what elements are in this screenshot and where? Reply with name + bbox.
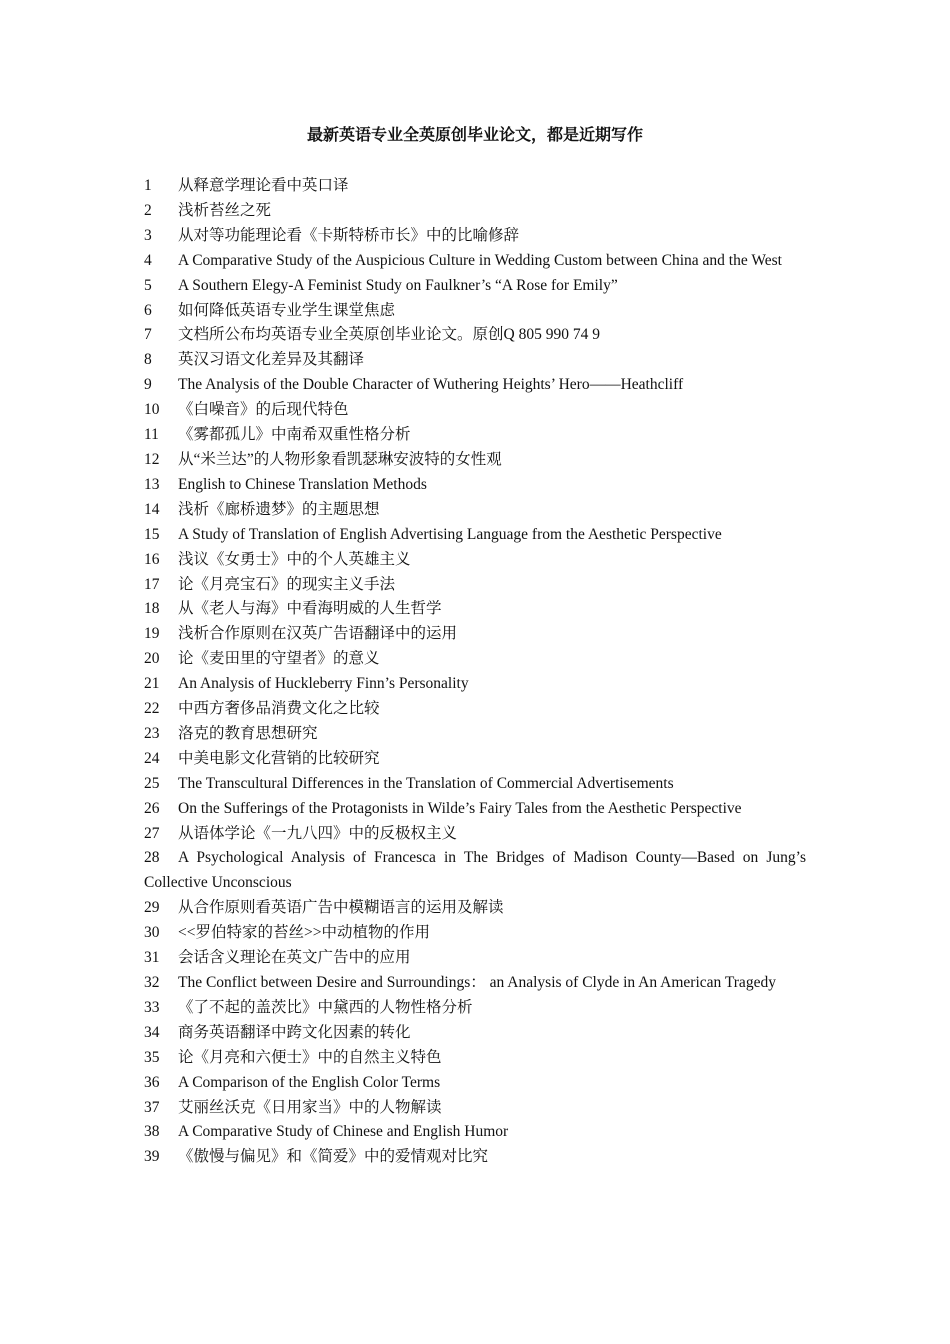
item-number: 14 xyxy=(144,500,160,518)
list-item xyxy=(144,846,806,896)
item-number: 10 xyxy=(144,401,160,419)
item-title: On the Sufferings of the Protagonists in Wilde’s Fairy Tales from the Aesthetic Perspective xyxy=(178,799,742,817)
item-number: 36 xyxy=(144,1073,160,1091)
item-number: 19 xyxy=(144,625,160,643)
list-item xyxy=(144,1120,806,1145)
list-item xyxy=(144,747,806,772)
item-title: 中美电影文化营销的比较研究 xyxy=(178,749,380,767)
item-number: 1 xyxy=(144,177,152,194)
list-item xyxy=(144,373,806,398)
list-item xyxy=(144,797,806,822)
item-number: 25 xyxy=(144,774,160,792)
item-number: 30 xyxy=(144,924,160,942)
item-title: 浅析苔丝之死 xyxy=(178,201,272,219)
item-title: <<罗伯特家的苔丝>>中动植物的作用 xyxy=(178,924,430,942)
list-item xyxy=(144,647,806,672)
item-title: 中西方奢侈品消费文化之比较 xyxy=(178,700,380,718)
item-number: 22 xyxy=(144,700,160,718)
list-item xyxy=(144,722,806,747)
item-title: A Comparative Study of Chinese and English Humor xyxy=(178,1123,509,1141)
item-title: 《雾都孤儿》中南希双重性格分析 xyxy=(178,426,411,444)
item-number: 5 xyxy=(144,276,152,294)
item-title: The Transcultural Differences in the Translation of Commercial Advertisements xyxy=(178,774,674,792)
item-number: 33 xyxy=(144,998,160,1016)
item-number: 15 xyxy=(144,525,160,543)
item-number: 35 xyxy=(144,1048,160,1066)
item-title: 《白噪音》的后现代特色 xyxy=(178,401,349,419)
item-title: 从合作原则看英语广告中模糊语言的运用及解读 xyxy=(178,899,504,917)
list-item xyxy=(144,423,806,448)
item-title: 《了不起的盖茨比》中黛西的人物性格分析 xyxy=(178,998,473,1016)
list-item xyxy=(144,573,806,598)
item-title: 从对等功能理论看《卡斯特桥市长》中的比喻修辞 xyxy=(178,226,520,244)
list-item xyxy=(144,398,806,423)
list-item xyxy=(144,473,806,498)
item-number: 2 xyxy=(144,201,152,219)
item-number: 7 xyxy=(144,326,152,344)
item-number: 6 xyxy=(144,301,152,319)
item-number: 3 xyxy=(144,226,152,244)
item-title: 从“米兰达”的人物形象看凯瑟琳安波特的女性观 xyxy=(178,450,502,468)
item-title: 英汉习语文化差异及其翻译 xyxy=(178,351,365,369)
item-title: 论《月亮和六便士》中的自然主义特色 xyxy=(178,1048,442,1066)
item-title: A Study of Translation of English Advertising Language from the Aesthetic Perspective xyxy=(178,525,722,543)
item-title: 从释意学理论看中英口译 xyxy=(178,177,349,194)
item-title: 论《麦田里的守望者》的意义 xyxy=(178,650,380,668)
list-item xyxy=(144,896,806,921)
list-item xyxy=(144,323,806,348)
list-item xyxy=(144,548,806,573)
list-item xyxy=(144,921,806,946)
item-number: 29 xyxy=(144,899,160,917)
item-title: English to Chinese Translation Methods xyxy=(178,475,427,493)
list-item xyxy=(144,672,806,697)
item-title: 如何降低英语专业学生课堂焦虑 xyxy=(178,301,396,319)
list-item xyxy=(144,199,806,224)
list-item xyxy=(144,498,806,523)
item-title: The Analysis of the Double Character of Wuthering Heights’ Hero——Heathcliff xyxy=(178,376,684,394)
item-title: A Comparative Study of the Auspicious Culture in Wedding Custom between China and the West xyxy=(178,251,782,269)
item-title: 《傲慢与偏见》和《简爱》中的爱情观对比究 xyxy=(178,1148,489,1166)
list-item xyxy=(144,1021,806,1046)
item-number: 17 xyxy=(144,575,160,593)
item-number: 32 xyxy=(144,974,160,991)
item-number: 4 xyxy=(144,251,152,269)
item-number: 38 xyxy=(144,1123,160,1141)
list-item xyxy=(144,1145,806,1170)
item-number: 13 xyxy=(144,475,160,493)
item-number: 37 xyxy=(144,1098,160,1116)
item-title: 文档所公布均英语专业全英原创毕业论文。原创Q 805 990 74 9 xyxy=(178,326,600,344)
item-title: The Conflict between Desire and Surroundings： an Analysis of Clyde in An American Tragedy xyxy=(178,974,776,991)
item-title: 论《月亮宝石》的现实主义手法 xyxy=(178,575,396,593)
item-title: An Analysis of Huckleberry Finn’s Personality xyxy=(178,675,469,693)
item-number: 31 xyxy=(144,949,160,967)
list-item xyxy=(144,1071,806,1096)
list-item xyxy=(144,772,806,797)
list-item xyxy=(144,971,806,996)
item-number: 12 xyxy=(144,450,160,468)
item-number: 39 xyxy=(144,1148,160,1166)
item-number: 27 xyxy=(144,824,160,842)
item-number: 16 xyxy=(144,550,160,568)
item-number: 34 xyxy=(144,1023,160,1041)
item-number: 8 xyxy=(144,351,152,369)
list-item xyxy=(144,946,806,971)
item-number: 24 xyxy=(144,749,160,767)
list-item xyxy=(144,996,806,1021)
item-title: 从语体学论《一九八四》中的反极权主义 xyxy=(178,824,458,842)
item-number: 9 xyxy=(144,376,152,394)
item-title: 商务英语翻译中跨文化因素的转化 xyxy=(178,1023,411,1041)
list-item xyxy=(144,348,806,373)
thesis-title-list xyxy=(144,174,806,1170)
item-title: 浅议《女勇士》中的个人英雄主义 xyxy=(178,550,411,568)
item-title: 浅析《廊桥遗梦》的主题思想 xyxy=(178,500,380,518)
list-item xyxy=(144,299,806,324)
list-item xyxy=(144,597,806,622)
item-number: 11 xyxy=(144,426,159,444)
list-item xyxy=(144,174,806,199)
item-number: 20 xyxy=(144,650,160,668)
list-item xyxy=(144,274,806,299)
list-item xyxy=(144,1096,806,1121)
list-item xyxy=(144,448,806,473)
list-item xyxy=(144,523,806,548)
item-title: A Southern Elegy-A Feminist Study on Faulkner’s “A Rose for Emily” xyxy=(178,276,618,294)
list-item xyxy=(144,622,806,647)
item-number: 28 xyxy=(144,849,160,867)
item-title: A Comparison of the English Color Terms xyxy=(178,1073,441,1091)
item-title: 从《老人与海》中看海明威的人生哲学 xyxy=(178,600,442,618)
item-title: 洛克的教育思想研究 xyxy=(178,724,318,742)
list-item xyxy=(144,697,806,722)
item-number: 18 xyxy=(144,600,160,618)
item-number: 26 xyxy=(144,799,160,817)
list-item xyxy=(144,1046,806,1071)
item-number: 21 xyxy=(144,675,160,693)
document-title: 最新英语专业全英原创毕业论文，都是近期写作 xyxy=(306,127,643,144)
item-number: 23 xyxy=(144,724,160,742)
item-title: 浅析合作原则在汉英广告语翻译中的运用 xyxy=(178,625,458,643)
item-title: 会话含义理论在英文广告中的应用 xyxy=(178,949,411,967)
item-title: 艾丽丝沃克《日用家当》中的人物解读 xyxy=(178,1098,442,1116)
list-item xyxy=(144,249,806,274)
list-item xyxy=(144,822,806,847)
item-title: A Psychological Analysis of Francesca in The Bridges of Madison County—Based on Jung’s Collective Unconscious xyxy=(144,849,806,892)
list-item xyxy=(144,224,806,249)
